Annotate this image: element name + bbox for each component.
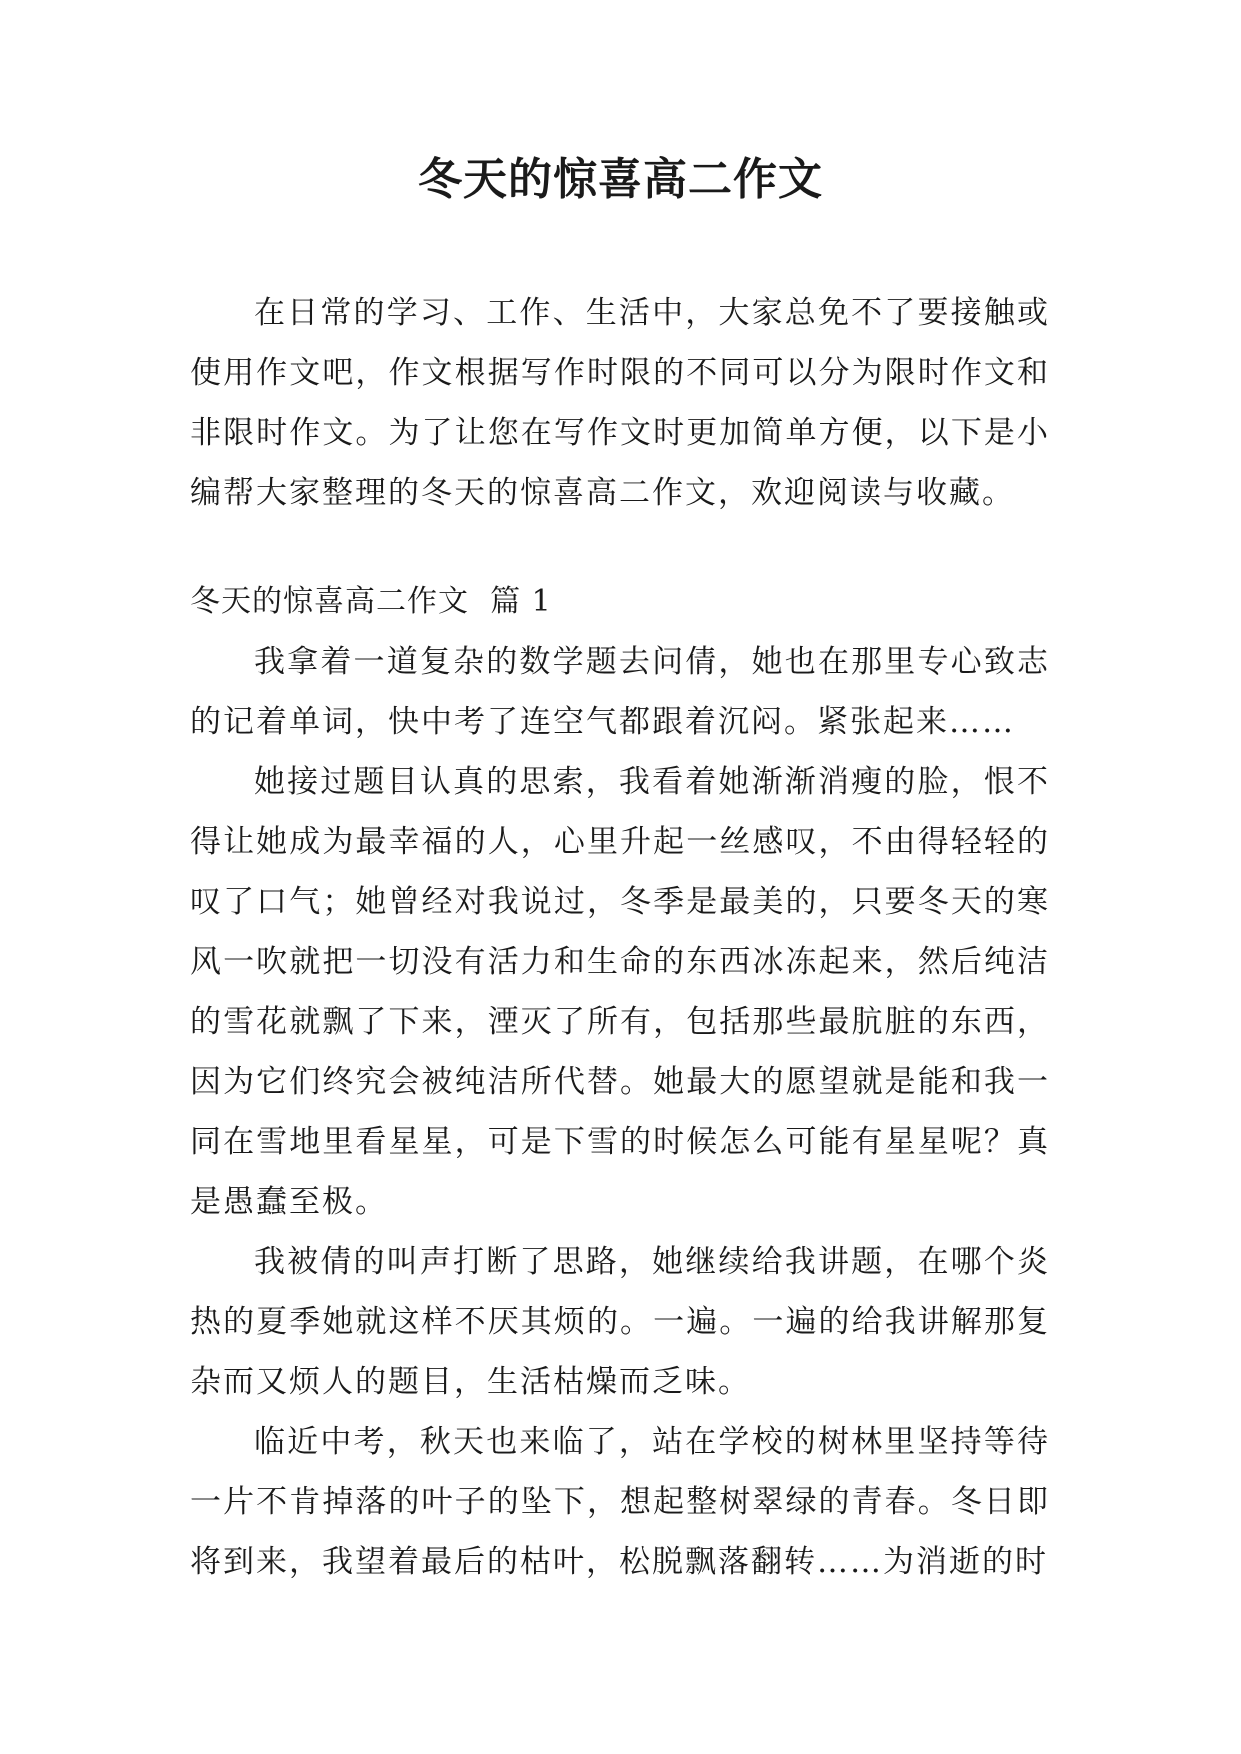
document-title: 冬天的惊喜高二作文 — [418, 154, 823, 205]
essay-paragraph: 她接过题目认真的思索，我看着她渐渐消瘦的脸，恨不得让她成为最幸福的人，心里升起一丝感叹，不由得轻轻的叹了口气；她曾经对我说过，冬季是最美的，只要冬天的寒风一吹就把一切没有活力和生命的东西冰冻起来，然后纯洁的雪花就飘了下来，湮灭了所有，包括那些最肮脏的东西，因为它们终究会被纯洁所代替。她最大的愿望就是能和我一同在雪地里看星星，可是下雪的时候怎么可能有星星呢？真是愚蠢至极。 — [190, 764, 1050, 1220]
intro-block — [190, 283, 1050, 523]
essay-paragraph: 临近中考，秋天也来临了，站在学校的树林里坚持等待一片不肯掉落的叶子的坠下，想起整树翠绿的青春。冬日即将到来，我望着最后的枯叶，松脱飘落翻转……为消逝的时 — [190, 1424, 1050, 1580]
essay-paragraph: 我被倩的叫声打断了思路，她继续给我讲题，在哪个炎热的夏季她就这样不厌其烦的。一遍。一遍的给我讲解那复杂而又烦人的题目，生活枯燥而乏味。 — [190, 1244, 1050, 1400]
essay-section — [190, 572, 1050, 1592]
essay-paragraph: 我拿着一道复杂的数学题去问倩，她也在那里专心致志的记着单词，快中考了连空气都跟着沉闷。紧张起来…… — [190, 644, 1050, 740]
intro-paragraph: 在日常的学习、工作、生活中，大家总免不了要接触或使用作文吧，作文根据写作时限的不同可以分为限时作文和非限时作文。为了让您在写作文时更加简单方便，以下是小编帮大家整理的冬天的惊喜高二作文，欢迎阅读与收藏。 — [190, 295, 1050, 511]
section-heading: 冬天的惊喜高二作文 篇 1 — [190, 584, 552, 619]
